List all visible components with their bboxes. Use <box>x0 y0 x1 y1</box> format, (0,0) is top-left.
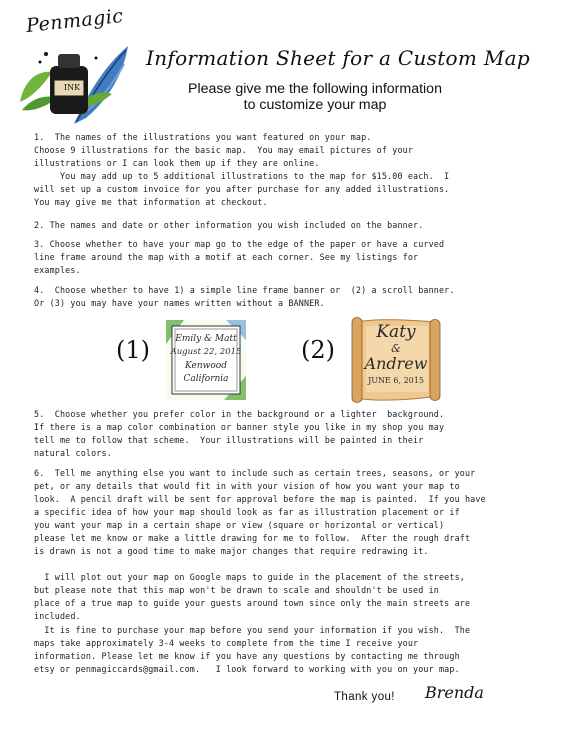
subtitle-line: to customize your map <box>243 97 387 113</box>
brand-name: Penmagic <box>25 4 125 38</box>
paragraph-line: I will plot out your map on Google maps to guide in the placement of the streets, <box>34 572 465 582</box>
thank-you-text: Thank you! <box>334 691 395 703</box>
penmagic-logo <box>16 6 136 128</box>
section-1-illustrations <box>34 131 554 209</box>
paragraph-line: 2. The names and date or other information you wish included on the banner. <box>34 220 424 230</box>
paragraph-line: It is fine to purchase your map before you send your information if you wish. The <box>34 625 471 635</box>
line-frame-banner-example <box>164 318 248 402</box>
google-maps-note <box>34 571 554 623</box>
banner1-line: California <box>183 374 229 384</box>
page-subtitle <box>150 81 480 113</box>
banner1-line: Emily & Matt <box>175 334 237 344</box>
paragraph-line: maps take approximately 3-4 weeks to complete from the time I receive your <box>34 638 419 648</box>
banner2-line: & <box>391 342 401 355</box>
line-frame-icon <box>164 318 248 402</box>
paragraph-line: pet, or any details that would fit in with your vision of how you want your map to <box>34 481 460 491</box>
timeline-contact-note <box>34 624 554 676</box>
paragraph-line: included. <box>34 611 81 621</box>
paragraph-line: is drawn is not a good time to make major changes that require redrawing it. <box>34 546 429 556</box>
paragraph-line: natural colors. <box>34 448 112 458</box>
example-2-label: (2) <box>301 336 335 364</box>
paragraph-line: 6. Tell me anything else you want to include such as certain trees, seasons, or your <box>34 468 476 478</box>
scroll-banner-example <box>350 316 442 404</box>
paragraph-line: please let me know or make a little drawing for me to follow. After the rough draft <box>34 533 471 543</box>
paragraph-line: You may give me that information at checkout. <box>34 197 268 207</box>
paragraph-line: etsy or penmagiccards@gmail.com. I look forward to working with you on your map. <box>34 664 460 674</box>
paragraph-line: will set up a custom invoice for you after purchase for any added illustrations. <box>34 184 450 194</box>
banner2-line: JUNE 6, 2015 <box>368 376 424 385</box>
banner1-line: August 22, 2015 <box>170 347 242 357</box>
banner2-line: Andrew <box>364 354 428 373</box>
paragraph-line: You may add up to 5 additional illustrations to the map for $15.00 each. I <box>34 171 450 181</box>
paragraph-line: tell me to follow that scheme. Your illustrations will be painted in their <box>34 435 424 445</box>
banner2-line: Katy <box>376 322 416 342</box>
paragraph-line: illustrations or I can look them up if they are online. <box>34 158 320 168</box>
paragraph-line: 4. Choose whether to have 1) a simple line frame banner or (2) a scroll banner. <box>34 285 455 295</box>
section-2-banner-info <box>34 219 554 232</box>
page-title: Information Sheet for a Custom Map <box>146 46 530 70</box>
paragraph-line: a specific idea of how your map should look as far as illustration placement or if <box>34 507 460 517</box>
paragraph-line: examples. <box>34 265 81 275</box>
paragraph-line: information. Please let me know if you have any questions by contacting me through <box>34 651 460 661</box>
banner1-line: Kenwood <box>185 361 227 371</box>
paragraph-line: you want your map in a certain shape or view (square or horizontal or vertical) <box>34 520 445 530</box>
paragraph-line: Choose 9 illustrations for the basic map. You may email pictures of your <box>34 145 414 155</box>
section-4-banner-style <box>34 284 554 310</box>
paragraph-line: 5. Choose whether you prefer color in the background or a lighter background. <box>34 409 445 419</box>
ink-label: INK <box>63 83 81 92</box>
paragraph-line: Or (3) you may have your names written without a BANNER. <box>34 298 325 308</box>
paragraph-line: place of a true map to guide your guests around town since only the main streets are <box>34 598 471 608</box>
paragraph-line: line frame around the map with a motif at each corner. See my listings for <box>34 252 419 262</box>
paragraph-line: If there is a map color combination or banner style you like in my shop you may <box>34 422 445 432</box>
section-6-extra-details <box>34 467 554 558</box>
example-1-label: (1) <box>116 336 150 364</box>
section-3-map-edge <box>34 238 554 277</box>
section-5-background-color <box>34 408 554 460</box>
paragraph-line: look. A pencil draft will be sent for approval before the map is painted. If you have <box>34 494 486 504</box>
paragraph-line: 1. The names of the illustrations you want featured on your map. <box>34 132 372 142</box>
signature: Brenda <box>425 683 484 702</box>
subtitle-line: Please give me the following information <box>188 81 442 97</box>
paragraph-line: 3. Choose whether to have your map go to the edge of the paper or have a curved <box>34 239 445 249</box>
paragraph-line: but please note that this map won't be drawn to scale and shouldn't be used in <box>34 585 439 595</box>
